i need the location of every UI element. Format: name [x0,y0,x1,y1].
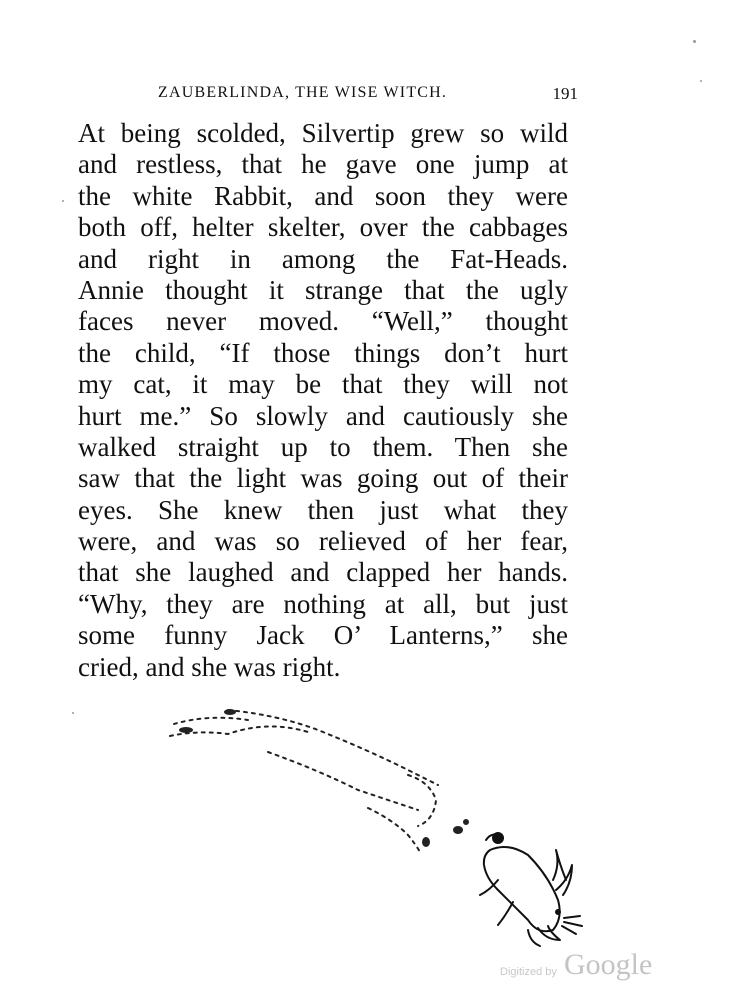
cat-sketch [170,710,438,852]
paper-speck [72,712,74,714]
paper-speck [62,200,64,202]
text-line: walked straight up to them. Then she [78,431,568,462]
text-line: both off, helter skelter, over the cabbages [78,212,568,243]
rabbit-sketch [480,833,582,946]
body-text [78,118,568,683]
text-line: and restless, that he gave one jump at [78,149,568,180]
text-line: some funny Jack O’ Lanterns,” she [78,620,568,651]
text-line: were, and was so relieved of her fear, [78,526,568,557]
text-line: that she laughed and clapped her hands. [78,557,568,588]
text-line: the white Rabbit, and soon they were [78,180,568,211]
page-number: 191 [552,84,578,103]
text-line: my cat, it may be that they will not [78,369,568,400]
text-line: faces never moved. “Well,” thought [78,306,568,337]
digitized-prefix: Digitized by [500,966,557,978]
text-line: “Why, they are nothing at all, but just [78,588,568,619]
text-line: At being scolded, Silvertip grew so wild [78,118,568,148]
google-logo: Google [564,948,653,981]
text-line: saw that the light was going out of their [78,463,568,494]
text-line: hurt me.” So slowly and cautiously she [78,400,568,431]
text-line: the child, “If those things don’t hurt [78,337,568,368]
text-line: Annie thought it strange that the ugly [78,274,568,305]
paper-speck [700,80,702,82]
cat-chasing-rabbit-sketch [168,690,598,960]
text-line: eyes. She knew then just what they [78,494,568,525]
paper-speck [693,40,696,43]
text-line: and right in among the Fat-Heads. [78,243,568,274]
text-line: cried, and she was right. [78,651,341,682]
digitized-by-watermark [500,948,670,988]
running-title: ZAUBERLINDA, THE WISE WITCH. [158,84,448,101]
